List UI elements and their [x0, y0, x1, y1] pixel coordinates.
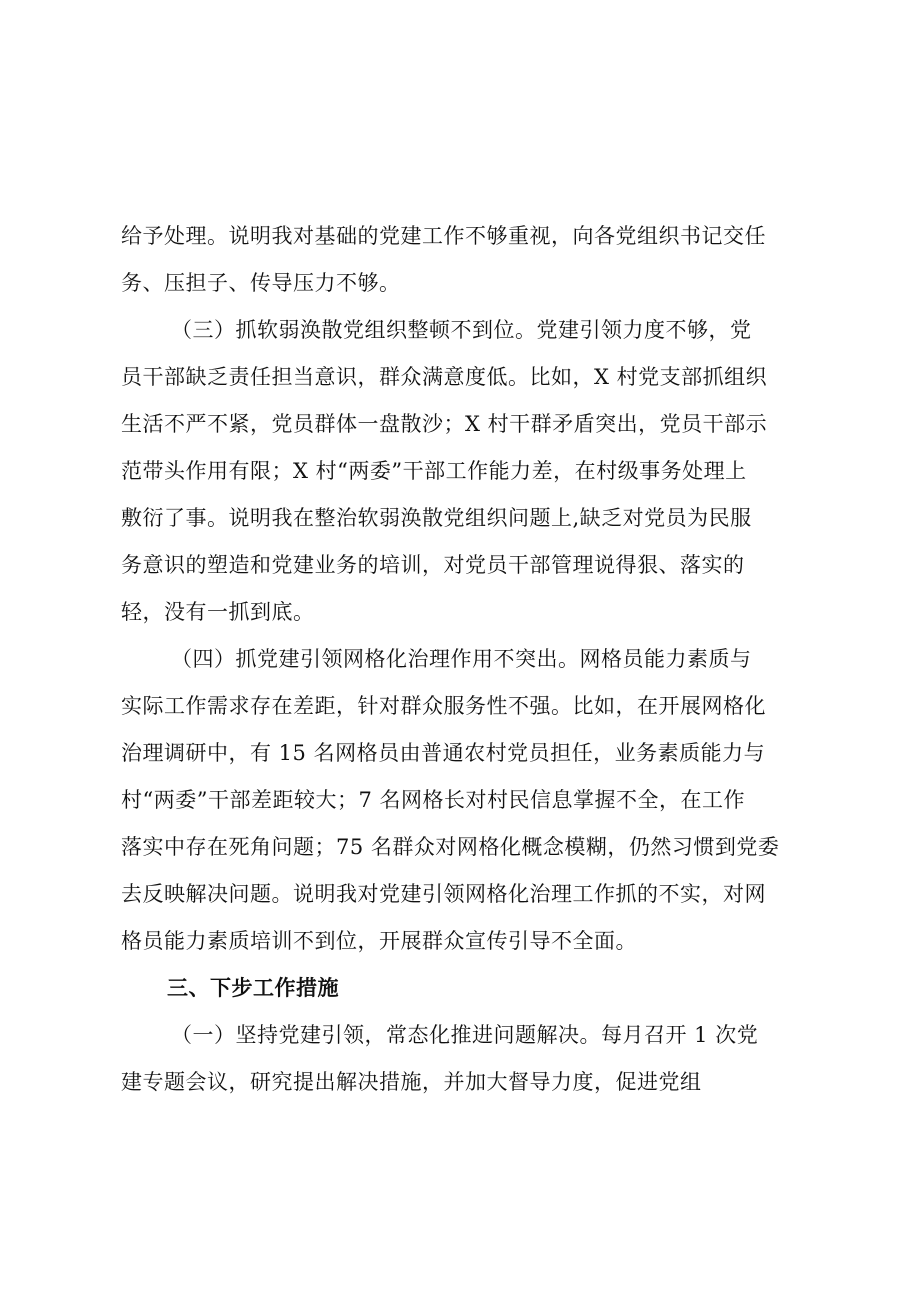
text-line: 敷衍了事。说明我在整治软弱涣散党组织问题上,缺乏对党员为民服: [121, 506, 752, 530]
paragraph-measure-1: [121, 1012, 811, 1106]
text-line: 治理调研中，有 15 名网格员由普通农村党员担任，业务素质能力与: [121, 741, 766, 765]
section-3-heading: 三、下步工作措施: [167, 976, 339, 1000]
text-line: 员干部缺乏责任担当意识，群众满意度低。比如，X 村党支部抓组织: [121, 365, 768, 389]
text-line: 村“两委”干部差距较大；7 名网格长对村民信息掌握不全，在工作: [121, 788, 746, 812]
text-line: 轻，没有一抓到底。: [121, 600, 315, 624]
text-line: （三）抓软弱涣散党组织整顿不到位。党建引领力度不够，党: [171, 318, 752, 342]
text-line: 实际工作需求存在差距，针对群众服务性不强。比如，在开展网格化: [121, 694, 766, 718]
text-line: 务、压担子、传导压力不够。: [121, 271, 401, 295]
text-line: 范带头作用有限；X 村“两委”干部工作能力差，在村级事务处理上: [121, 459, 747, 483]
text-line: 生活不严不紧，党员群体一盘散沙；X 村干群矛盾突出，党员干部示: [121, 412, 768, 436]
text-line: 落实中存在死角问题；75 名群众对网格化概念模糊，仍然习惯到党委: [121, 835, 780, 859]
text-line: 格员能力素质培训不到位，开展群众宣传引导不全面。: [121, 929, 637, 953]
text-line: 建专题会议，研究提出解决措施，并加大督导力度，促进党组: [121, 1070, 702, 1094]
section-heading: [121, 965, 811, 1012]
text-line: 给予处理。说明我对基础的党建工作不够重视，向各党组织书记交任: [121, 224, 766, 248]
paragraph-item-3: [121, 307, 811, 636]
text-line: 务意识的塑造和党建业务的培训，对党员干部管理说得狠、落实的: [121, 553, 745, 577]
paragraph-item-4: [121, 636, 811, 965]
document-body: [121, 213, 811, 1106]
text-line: （一）坚持党建引领，常态化推进问题解决。每月召开 1 次党: [171, 1023, 759, 1047]
text-line: 去反映解决问题。说明我对党建引领网格化治理工作抓的不实，对网: [121, 882, 766, 906]
text-line: （四）抓党建引领网格化治理作用不突出。网格员能力素质与: [171, 647, 752, 671]
paragraph-continued: [121, 213, 811, 307]
